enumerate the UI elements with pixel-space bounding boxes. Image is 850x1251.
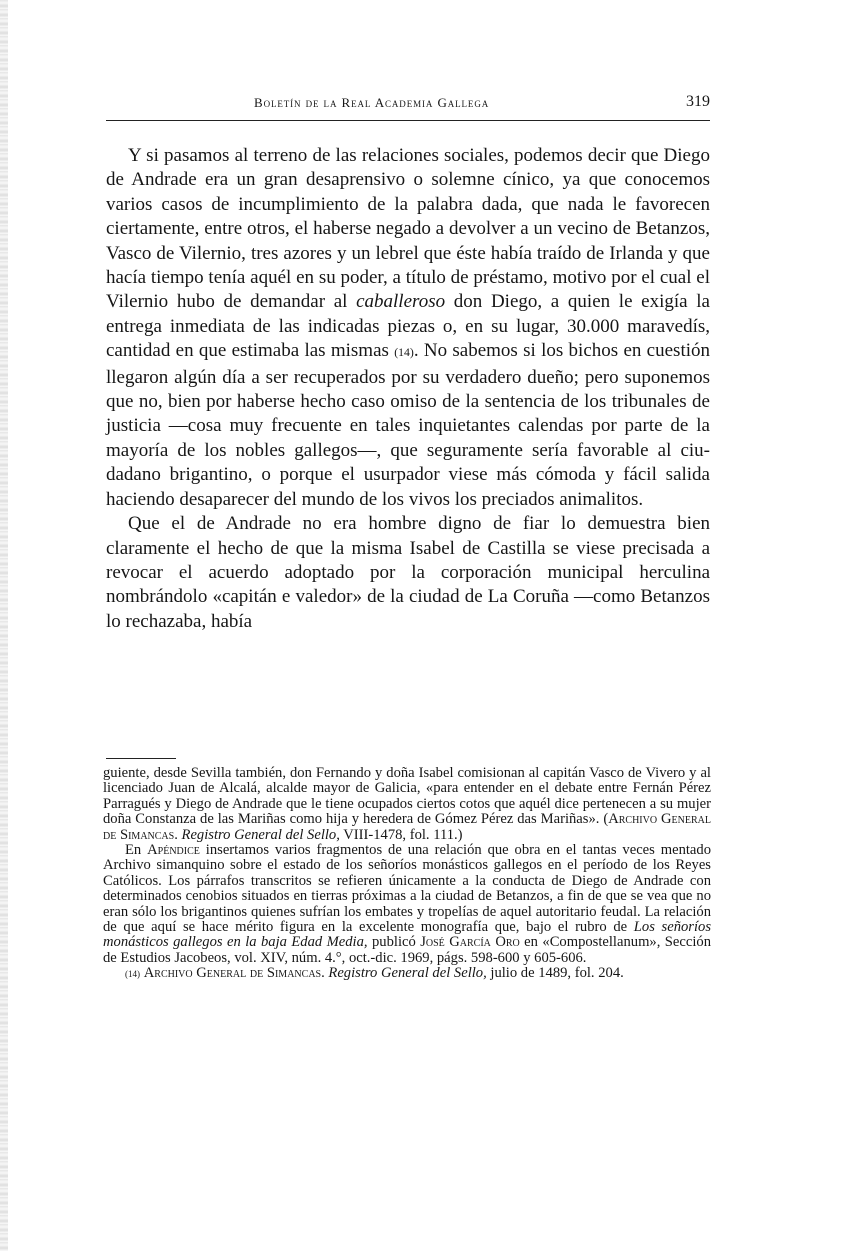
main-text [106,144,710,634]
paragraph-1: Y si pasamos al terreno de las relaciones sociales, podemos decir que Diego de Andrade era un gran desaprensivo o solemne cínico, ya que conocemos varios casos de incumplimiento de la palabra dada, que nada le favorecen ciertamente, entre otros, el haberse negado a devolver a un vecino de Betanzos, Vasco de Vilernio, tres azores y un lebrel que éste había traído de Irlanda y que hacía tiempo tenía aquél en su poder, a título de préstamo, motivo por el cual el Vilernio hubo de demandar al caballeroso don Diego, a quien le exigía la entrega inmediata de las indicadas piezas o, en su lugar, 30.000 maravedís, cantidad en que estimaba las mismas (14). No sabemos si los bichos en cuestión llegaron algún día a ser recuperados por su verdadero dueño; pero suponemos que no, bien por haberse hecho caso omiso de la sentencia de los tribunales de justicia —cosa muy frecuente en tales inquietantes calendas por parte de la mayoría de los nobles gallegos—, que seguramente sería favorable al ciudadano brigantino, o porque el usurpador viese más cómoda y fácil salida haciendo desaparecer del mundo de los vivos los preciados animalitos. [106,145,710,510]
footnote-13-paragraph: En Apéndice insertamos varios fragmentos de una relación que obra en el tantas veces mentado Archivo simanquino sobre el estado de los señoríos monásticos gallegos en el período de los Reyes Católicos. Los párrafos transcritos se refieren únicamente a la conducta de Diego de Andrade con determinados cenobios situados en tierras próximas a la ciudad de Betanzos, a fin de que se vea que no eran sólo los brigantinos quienes sufrían los embates y tropelías de aquel autoritario feudal. La relación de que aquí se hace mérito figura en la excelente monografía que, bajo el rubro de Los señoríos monásticos gallegos en la baja Edad Media, publicó José García Oro en «Compostellanum», Sección de Estudios Jacobeos, vol. XIV, núm. 4.°, oct.-dic. 1969, págs. 598-600 y 605-606. [103,842,711,966]
footnote-14: (14) Archivo General de Simancas. Registro General del Sello, julio de 1489, fol. 204. [125,965,624,982]
footnote-divider [106,758,176,759]
running-header [106,94,710,121]
journal-title: Boletín de la Real Academia Gallega [254,95,490,110]
italic-term: caballeroso [356,291,446,313]
footnote-13-continuation: guiente, desde Sevilla también, don Fernando y doña Isabel comisionan al capitán Vasco de Vivero y al licenciado Juan de Alcalá, alcalde mayor de Galicia, «para entender en el debate entre Fernán Pérez Parragués y Diego de Andrade que le tiene ocupados ciertos cotos que aquél dice pertenecen a su mujer doña Constanza de las Mariñas como hija y heredera de Gómez Pérez das Mariñas». (Archivo General de Simancas. Registro General del Sello, VIII-1478, fol. 111.) [103,765,711,843]
paragraph-2: Que el de Andrade no era hombre digno de fiar lo demuestra bien claramente el hecho de que la misma Isabel de Castilla se viese precisada a revocar el acuerdo adoptado por la corporación municipal herculina nombrándolo «capitán e valedor» de la ciudad de La Coruña —como Betanzos lo rechazaba, había [106,513,710,632]
scan-binding-edge [0,0,8,1251]
page-number: 319 [686,93,710,110]
footnote-reference: (14) [394,346,414,360]
footnotes [103,766,711,983]
footnote-14-mark: (14) [125,969,141,980]
